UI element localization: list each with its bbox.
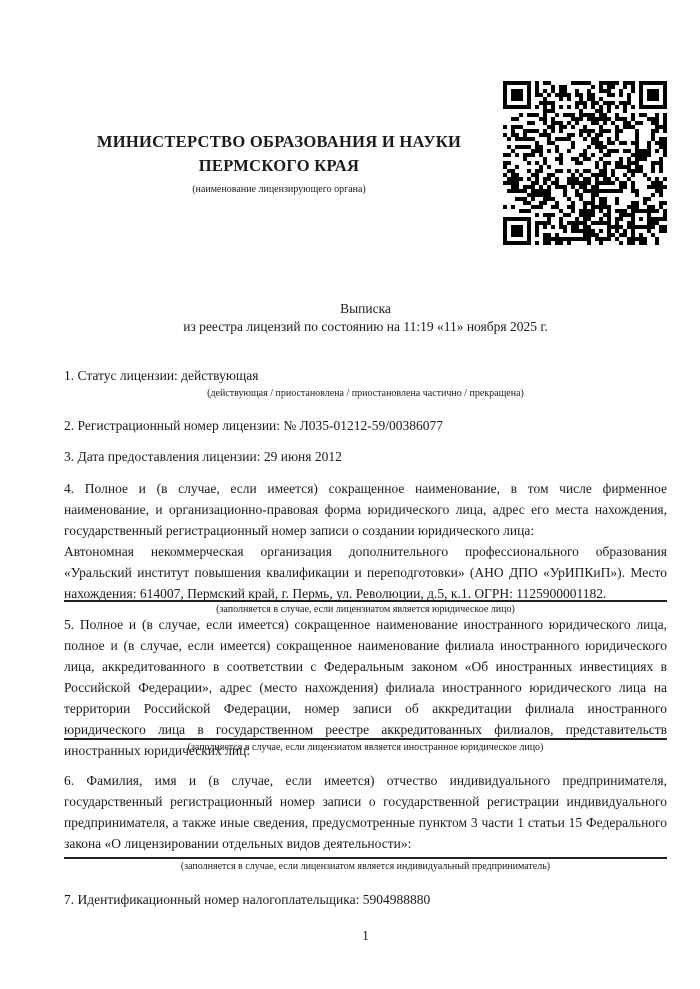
divider-legal-entity: [64, 600, 667, 602]
field-license-status-options-caption: (действующая / приостановлена / приостановлена частично / прекращена): [207, 388, 524, 399]
divider-foreign-entity: [64, 738, 667, 740]
caption-individual-entrepreneur: (заполняется в случае, если лицензиатом является индивидуальный предприниматель): [180, 861, 551, 872]
qr-code-image: [503, 81, 667, 245]
divider-individual-entrepreneur: [64, 857, 667, 859]
page-number: 1: [362, 928, 369, 943]
field-legal-entity-description: 4. Полное и (в случае, если имеется) сокращенное наименование, в том числе фирменное наименование, и организационно-правовая форма юридического лица, адрес его места нахождения, государственный регистрационный номер записи о создании юридического лица:: [64, 481, 667, 538]
field-legal-entity-value: Автономная некоммерческая организация дополнительного профессионального образования «Уральский институт повышения квалификации и переподготовки» (АНО ДПО «УрИПКиП»). Место нахождения: 614007, Пермский край, г. Пермь, ул. Революции, д.5, к.1. ОГРН: 1125900001182.: [64, 544, 667, 601]
licensing-authority-caption: (наименование лицензирующего органа): [192, 184, 366, 195]
document-title-line2: из реестра лицензий по состоянию на 11:19 «11» ноября 2025 г.: [183, 319, 548, 334]
field-taxpayer-number: 7. Идентификационный номер налогоплательщика: 5904988880: [64, 892, 431, 907]
field-registration-number: 2. Регистрационный номер лицензии: № Л035-01212-59/00386077: [64, 418, 444, 433]
field-individual-entrepreneur-description: 6. Фамилия, имя и (в случае, если имеется) отчество индивидуального предпринимателя, государственный регистрационный номер записи о государственной регистрации индивидуального предпринимателя, а также иные сведения, предусмотренные пунктом 3 части 1 статьи 15 Федерального закона «О лицензировании отдельных видов деятельности»:: [64, 773, 667, 851]
field-license-status: 1. Статус лицензии: действующая: [64, 368, 259, 383]
document-title: [64, 300, 667, 336]
document-header: [64, 130, 494, 196]
licensing-authority-line1: МИНИСТЕРСТВО ОБРАЗОВАНИЯ И НАУКИ: [96, 132, 462, 151]
field-grant-date: 3. Дата предоставления лицензии: 29 июня 2012: [64, 449, 342, 464]
licensing-authority-line2: ПЕРМСКОГО КРАЯ: [198, 156, 360, 175]
caption-foreign-entity: (заполняется в случае, если лицензиатом является иностранное юридическое лицо): [187, 742, 544, 753]
field-foreign-entity-description: 5. Полное и (в случае, если имеется) сокращенное наименование иностранного юридического лица, полное и (в случае, если имеется) сокращенное наименование филиала иностранного юридического лица, аккредитованного в соответствии с Федеральным законом «Об иностранных инвестициях в Российской Федерации», адрес (место нахождения) филиала иностранного юридического лица на территории Российской Федерации, номер записи об аккредитации филиала иностранного юридического лица в государственном реестре аккредитованных филиалов, представительств иностранных юридических лиц:: [64, 617, 667, 758]
document-title-line1: Выписка: [340, 301, 391, 316]
caption-legal-entity: (заполняется в случае, если лицензиатом является юридическое лицо): [216, 604, 515, 615]
